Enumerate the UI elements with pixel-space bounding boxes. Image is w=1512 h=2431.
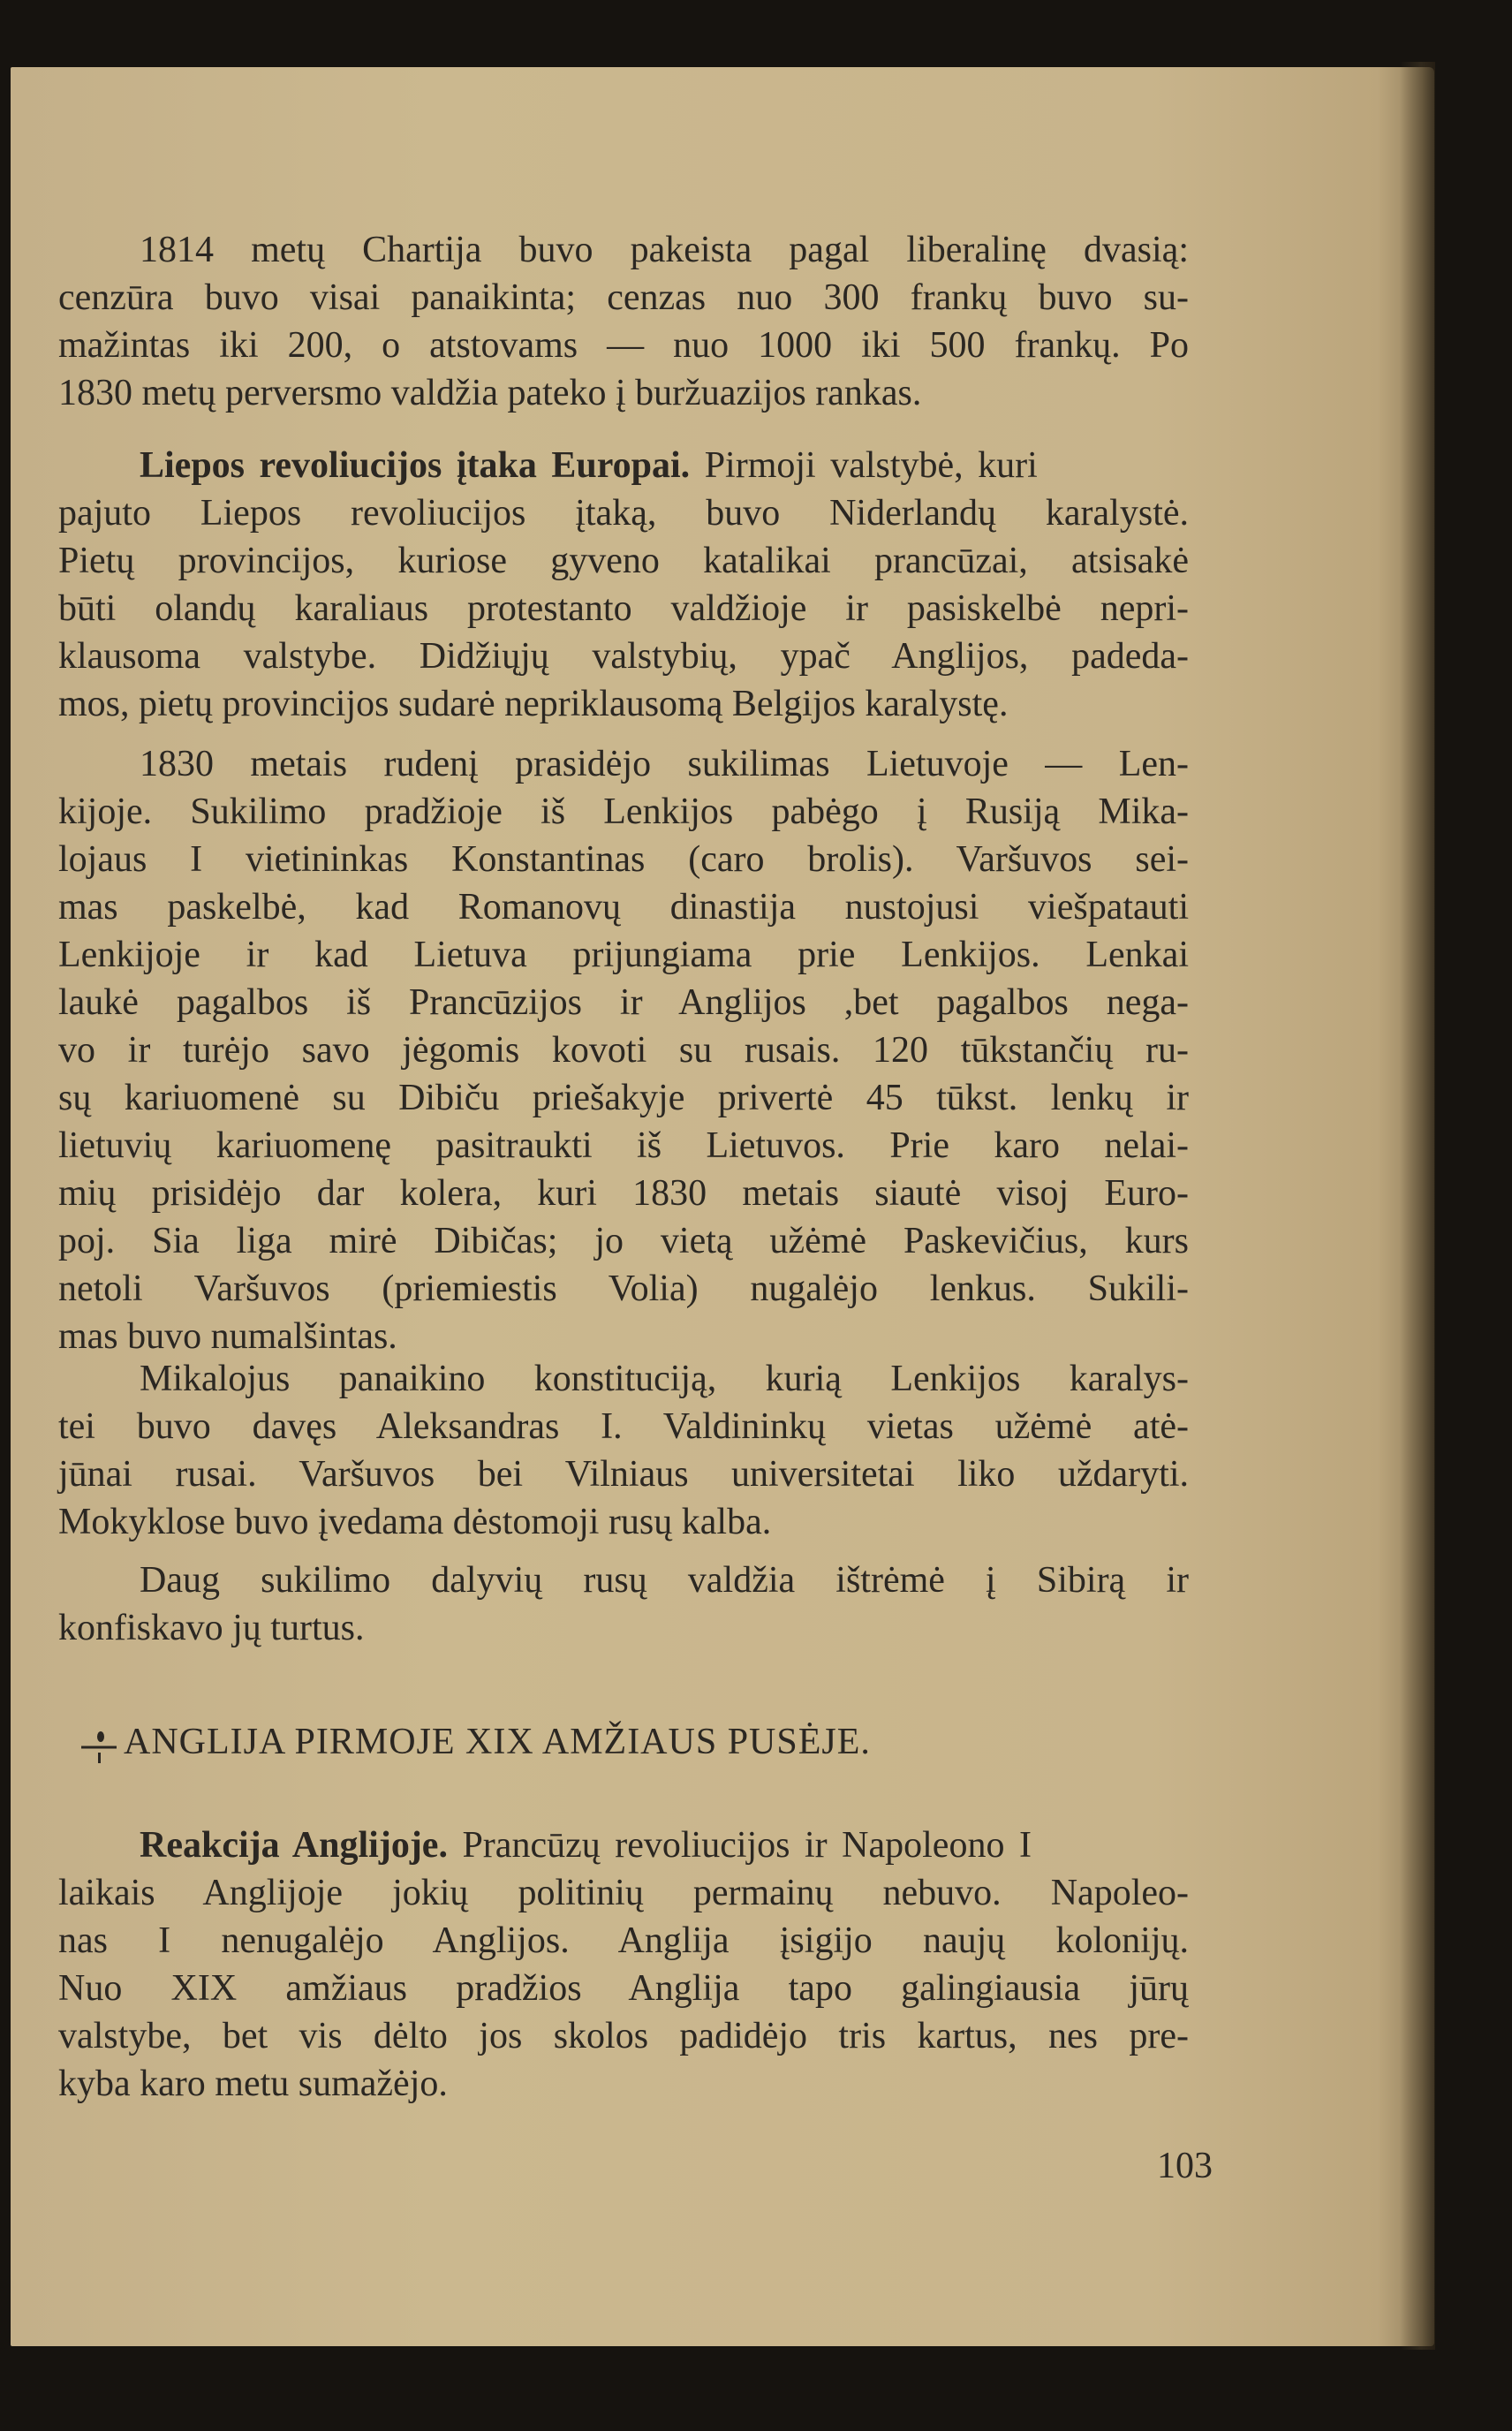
text-line: 1830 metų perversmo valdžia pateko į buržuazijos rankas. [58,373,922,413]
paragraph [58,226,1189,417]
text-line: Mokyklose buvo įvedama dėstomoji rusų kalba. [58,1502,772,1542]
paragraph-lead-heading: Liepos revoliucijos įtaka Europai. [140,445,691,486]
text-line: mos, pietų provincijos sudarė nepriklausomą Belgijos karalystę. [58,684,1009,724]
text-line: kijoje. Sukilimo pradžioje iš Lenkijos pabėgo į Rusiją Mika- [58,791,1189,832]
paragraph [58,442,1189,728]
text-line: vo ir turėjo savo jėgomis kovoti su rusais. 120 tūkstančių ru- [58,1030,1189,1071]
text-line: lietuvių kariuomenę pasitraukti iš Lietuvos. Prie karo nelai- [58,1125,1189,1166]
text-line: kyba karo metu sumažėjo. [58,2064,448,2104]
text-line: konfiskavo jų turtus. [58,1608,365,1648]
text-line: 1814 metų Chartija buvo pakeista pagal liberalinę dvasią: [140,230,1189,270]
text-line [58,442,1189,489]
text-line: Pietų provincijos, kuriose gyveno katalikai prancūzai, atsisakė [58,541,1189,581]
text-line-rest: Pirmoji valstybė, kuri [690,445,1038,486]
paragraph [58,740,1189,1360]
text-line: mažintas iki 200, o atstovams — nuo 1000 iki 500 frankų. Po [58,325,1189,366]
paragraph [58,1821,1189,2108]
text-line: netoli Varšuvos (priemiestis Volia) nugalėjo lenkus. Sukili- [58,1269,1189,1309]
paragraph [58,1355,1189,1546]
paragraph [58,1556,1189,1652]
text-line: pajuto Liepos revoliucijos įtaką, buvo Niderlandų karalystė. [58,493,1189,534]
text-line: jūnai rusai. Varšuvos bei Vilniaus universitetai liko uždaryti. [58,1454,1189,1495]
text-line: valstybe, bet vis dėlto jos skolos padidėjo tris kartus, nes pre- [58,2016,1189,2056]
paragraph-lead-heading: Reakcija Anglijoje. [140,1825,448,1866]
text-line: 1830 metais rudenį prasidėjo sukilimas Lietuvoje — Len- [140,744,1189,784]
text-line: poj. Sia liga mirė Dibičas; jo vietą užėmė Paskevičius, kurs [58,1221,1189,1261]
text-line-rest: Prancūzų revoliucijos ir Napoleono I [447,1825,1032,1866]
text-line: laikais Anglijoje jokių politinių permainų nebuvo. Napoleo- [58,1873,1189,1913]
text-line: būti olandų karaliaus protestanto valdžioje ir pasiskelbė nepri- [58,588,1189,629]
text-line: nas I nenugalėjo Anglijos. Anglija įsigijo naujų kolonijų. [58,1920,1189,1961]
text-line: Mikalojus panaikino konstituciją, kurią Lenkijos karalys- [140,1359,1189,1399]
text-line: Lenkijoje ir kad Lietuva prijungiama prie Lenkijos. Lenkai [58,935,1189,975]
text-line: Nuo XIX amžiaus pradžios Anglija tapo galingiausia jūrų [58,1968,1189,2009]
section-heading: ANGLIJA PIRMOJE XIX AMŽIAUS PUSĖJE. [124,1722,871,1762]
text-line: laukė pagalbos iš Prancūzijos ir Anglijos ,bet pagalbos nega- [58,982,1189,1023]
page-edge-shadow [1400,62,1435,2350]
text-line: mas buvo numalšintas. [58,1316,397,1357]
text-line: sų kariuomenė su Dibiču priešakyje privertė 45 tūkst. lenkų ir [58,1078,1189,1118]
text-line: klausoma valstybe. Didžiųjų valstybių, ypač Anglijos, padeda- [58,636,1189,677]
page-number: 103 [1157,2146,1213,2186]
text-line [58,1821,1189,1869]
text-line: lojaus I vietininkas Konstantinas (caro brolis). Varšuvos sei- [58,839,1189,880]
text-line: mas paskelbė, kad Romanovų dinastija nustojusi viešpatauti [58,887,1189,928]
text-line: tei buvo davęs Aleksandras I. Valdininkų vietas užėmė atė- [58,1406,1189,1447]
text-line: cenzūra buvo visai panaikinta; cenzas nuo 300 frankų buvo su- [58,277,1189,318]
text-line: Daug sukilimo dalyvių rusų valdžia ištrėmė į Sibirą ir [140,1560,1189,1601]
text-line: mių prisidėjo dar kolera, kuri 1830 metais siautė visoj Euro- [58,1173,1189,1214]
section-ornament-icon [81,1721,117,1774]
